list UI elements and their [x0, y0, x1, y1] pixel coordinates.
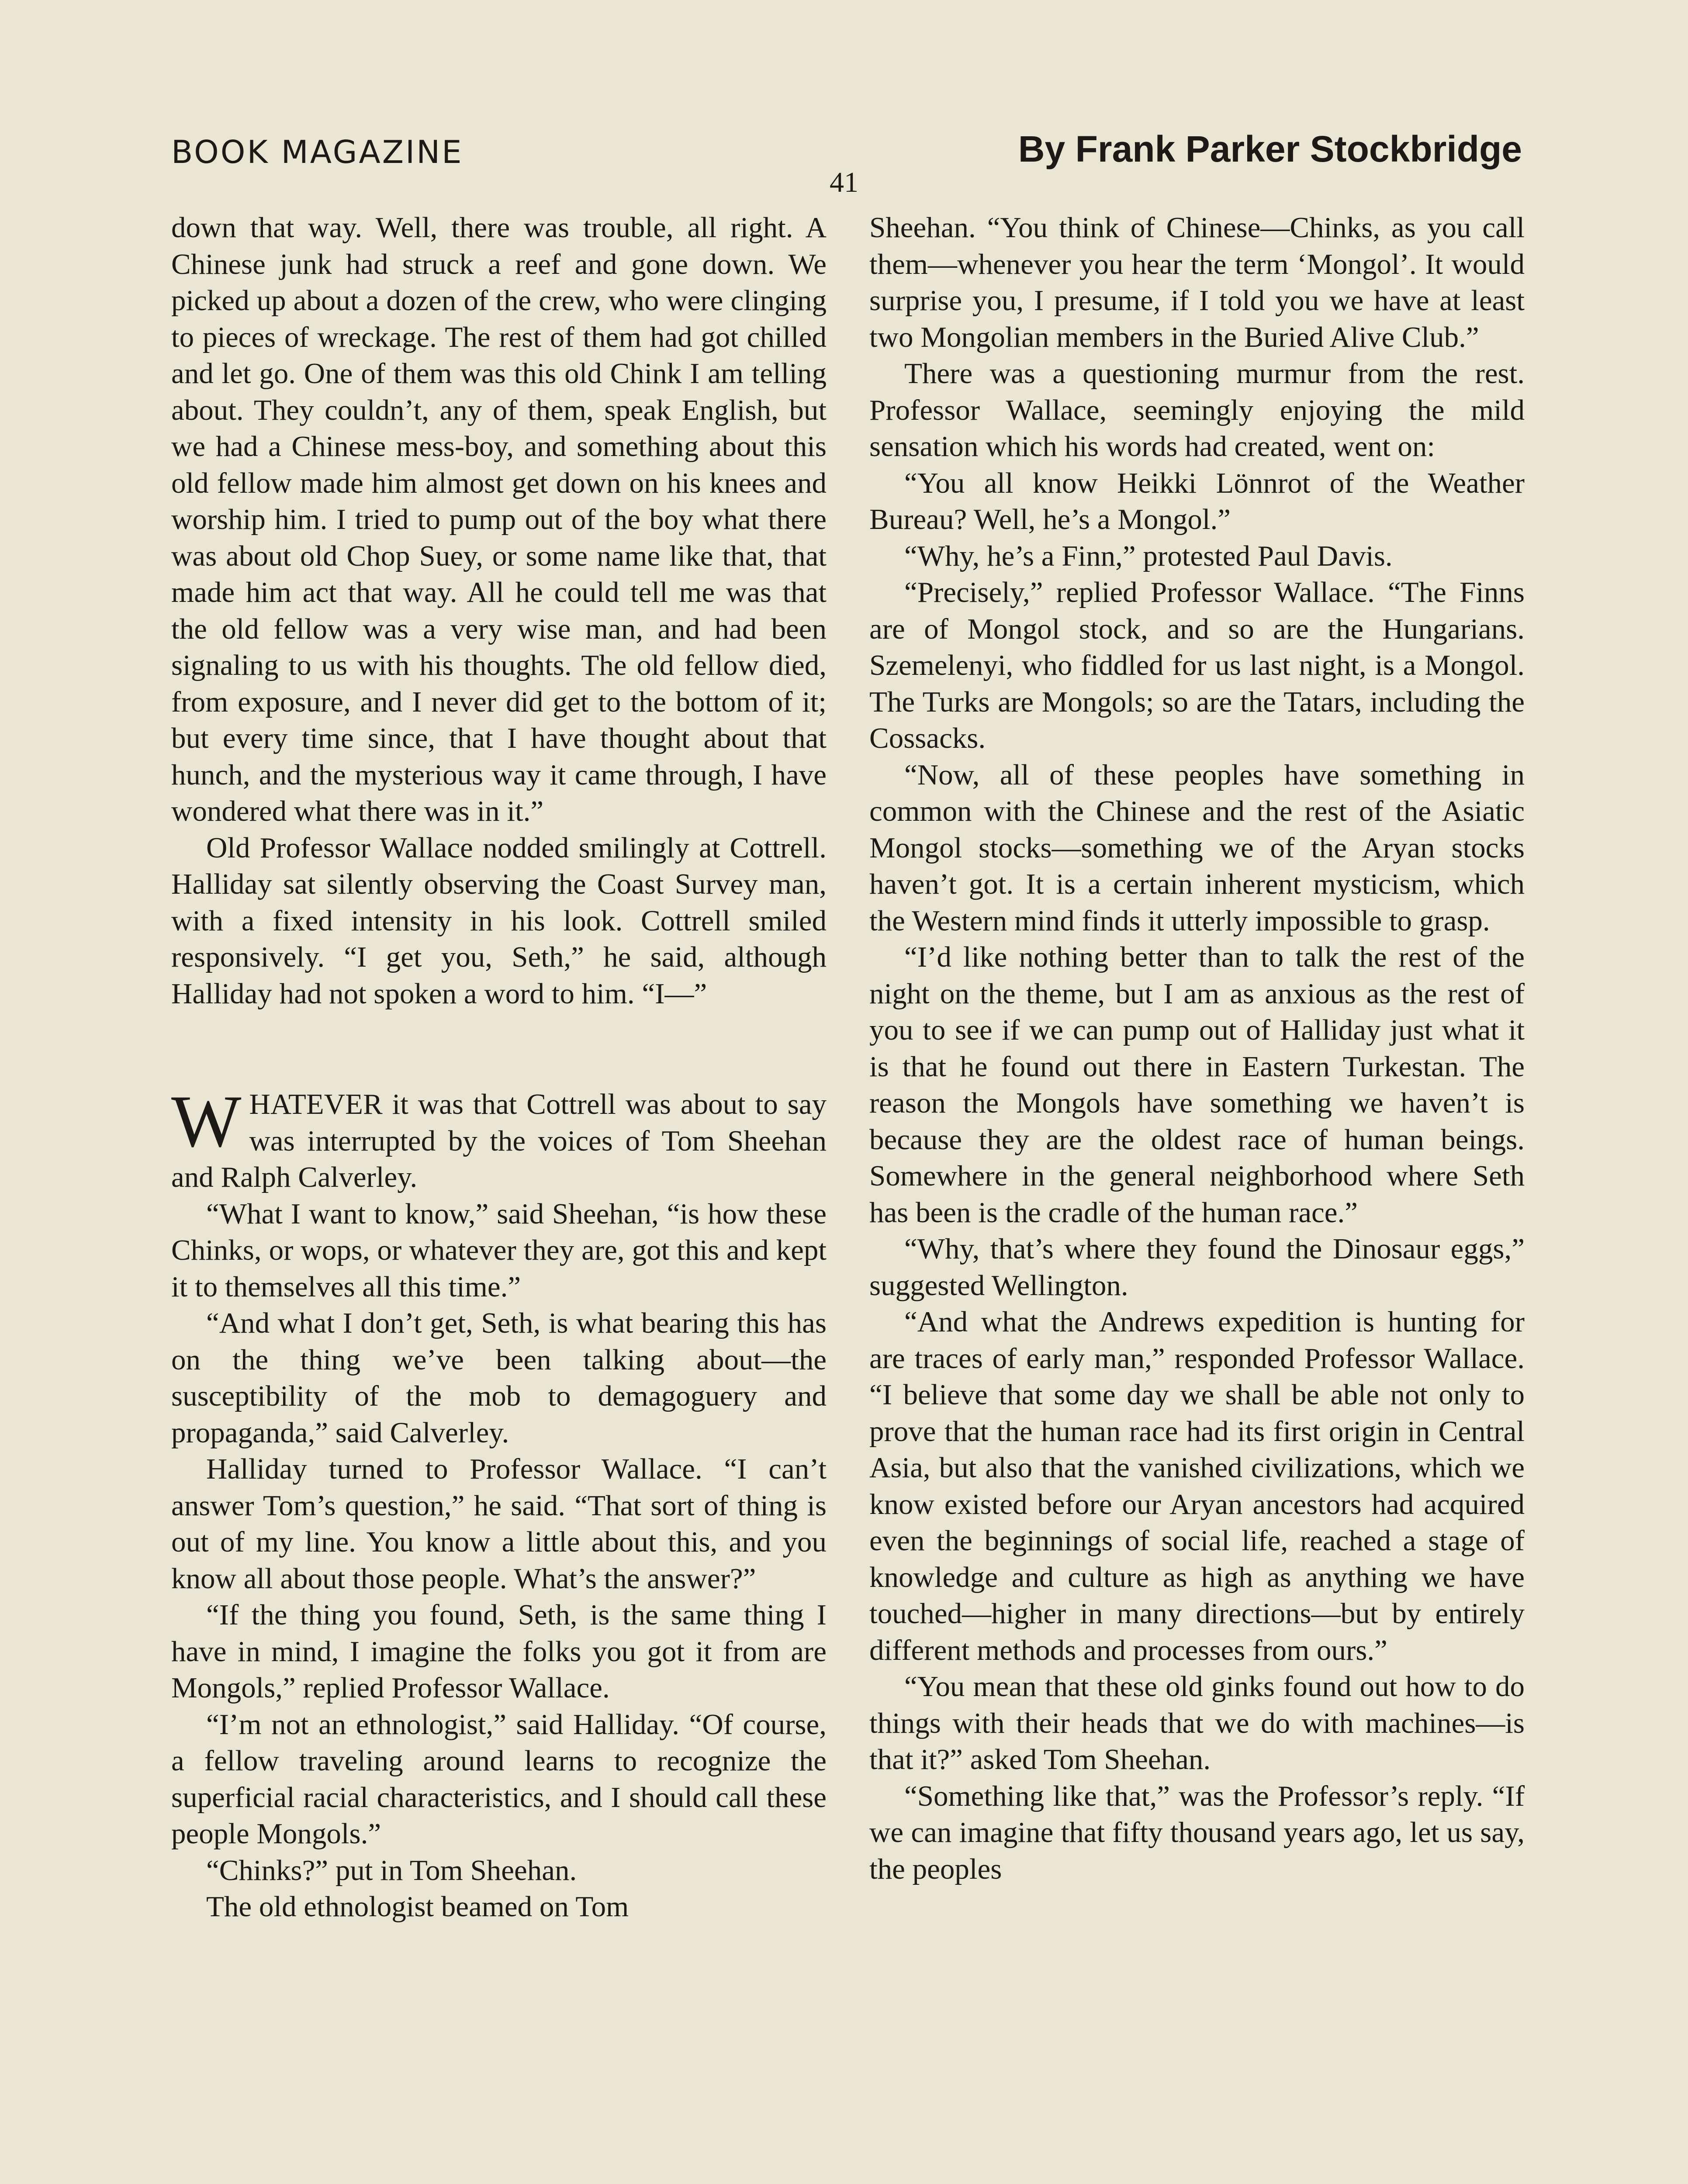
author-byline: By Frank Parker Stockbridge: [1018, 128, 1522, 169]
left-column: [171, 210, 827, 1925]
paragraph: “I’m not an ethnologist,” said Halliday. “Of course, a fellow traveling around learns to recognize the superficial racial characteristics, and I should call these people Mongols.”: [171, 1708, 827, 1850]
paragraph: “Chinks?” put in Tom Sheehan.: [206, 1854, 577, 1887]
section-opening-paragraph: [171, 1080, 827, 1196]
paragraph: “You all know Heikki Lönnrot of the Weather Bureau? Well, he’s a Mongol.”: [869, 467, 1525, 536]
paragraph: “What I want to know,” said Sheehan, “is how these Chinks, or wops, or whatever they are, got this and kept it to themselves all this time.”: [171, 1197, 827, 1303]
paragraph: “And what the Andrews expedition is hunting for are traces of early man,” responded Professor Wallace. “I believe that some day we shall be able not only to prove that the human race had its first origin in Central Asia, but also that the vanished civilizations, which we know existed before our Aryan ancestors had acquired even the beginnings of social life, reached a stage of knowledge and culture as high as anything we have touched—higher in many directions—but by entirely different methods and processes from ours.”: [869, 1306, 1525, 1666]
paragraph: Halliday turned to Professor Wallace. “I can’t answer Tom’s question,” he said. “That sort of thing is out of my line. You know a little about this, and you know all about those people. What’s the answer?”: [171, 1453, 827, 1595]
paragraph: “And what I don’t get, Seth, is what bearing this has on the thing we’ve been talking about—the susceptibility of the mob to demagoguery and propaganda,” said Calverley.: [171, 1307, 827, 1449]
paragraph: There was a questioning murmur from the rest. Professor Wallace, seemingly enjoying the mild sensation which his words had created, went on:: [869, 357, 1525, 463]
magazine-name: BOOK MAGAZINE: [171, 134, 464, 170]
page-number: 41: [830, 166, 858, 198]
right-column: [869, 210, 1525, 1887]
paragraph: “Why, he’s a Finn,” protested Paul Davis.: [904, 539, 1393, 572]
paragraph: “Something like that,” was the Professor’s reply. “If we can imagine that fifty thousand years ago, let us say, the peoples: [869, 1780, 1525, 1885]
paragraph: “You mean that these old ginks found out how to do things with their heads that we do with machines—is that it?” asked Tom Sheehan.: [869, 1670, 1525, 1776]
paragraph: “Precisely,” replied Professor Wallace. “The Finns are of Mongol stock, and so are the Hungarians. Szemelenyi, who fiddled for us last night, is a Mongol. The Turks are Mongols; so are the Tatars, including the Cossacks.: [869, 576, 1525, 754]
section-break: [171, 1012, 827, 1086]
section-opening-text: HATEVER it was that Cottrell was about to say was interrupted by the voices of Tom Sheehan and Ralph Calverley.: [171, 1088, 827, 1193]
paragraph: down that way. Well, there was trouble, all right. A Chinese junk had struck a reef and gone down. We picked up about a dozen of the crew, who were clinging to pieces of wreckage. The rest of them had got chilled and let go. One of them was this old Chink I am telling about. They couldn’t, any of them, speak English, but we had a Chinese mess-boy, and something about this old fellow made him almost get down on his knees and worship him. I tried to pump out of the boy what there was about old Chop Suey, or some name like that, that made him act that way. All he could tell me was that the old fellow was a very wise man, and had been signaling to us with his thoughts. The old fellow died, from exposure, and I never did get to the bottom of it; but every time since, that I have thought about that hunch, and the mysterious way it came through, I have wondered what there was in it.”: [171, 211, 827, 827]
drop-cap: W: [171, 1080, 242, 1162]
paragraph: “Why, that’s where they found the Dinosaur eggs,” suggested Wellington.: [869, 1233, 1525, 1302]
paragraph: The old ethnologist beamed on Tom: [206, 1890, 629, 1923]
paragraph: “If the thing you found, Seth, is the same thing I have in mind, I imagine the folks you got it from are Mongols,” replied Professor Wallace.: [171, 1599, 827, 1704]
paragraph: “Now, all of these peoples have something in common with the Chinese and the rest of the Asiatic Mongol stocks—something we of the Aryan stocks haven’t got. It is a certain inherent mysticism, which the Western mind finds it utterly impossible to grasp.: [869, 758, 1525, 937]
paragraph: Old Professor Wallace nodded smilingly at Cottrell. Halliday sat silently observing the Coast Survey man, with a fixed intensity in his look. Cottrell smiled responsively. “I get you, Seth,” he said, although Halliday had not spoken a word to him. “I—”: [171, 831, 827, 1010]
paragraph: Sheehan. “You think of Chinese—Chinks, as you call them—whenever you hear the term ‘Mongol’. It would surprise you, I presume, if I told you we have at least two Mongolian members in the Buried Alive Club.”: [869, 211, 1525, 353]
paragraph: “I’d like nothing better than to talk the rest of the night on the theme, but I am as anxious as the rest of you to see if we can pump out of Halliday just what it is that he found out there in Eastern Turkestan. The reason the Mongols have something we haven’t is because they are the oldest race of human beings. Somewhere in the general neighborhood where Seth has been is the cradle of the human race.”: [869, 941, 1525, 1229]
running-head: [171, 118, 1522, 170]
